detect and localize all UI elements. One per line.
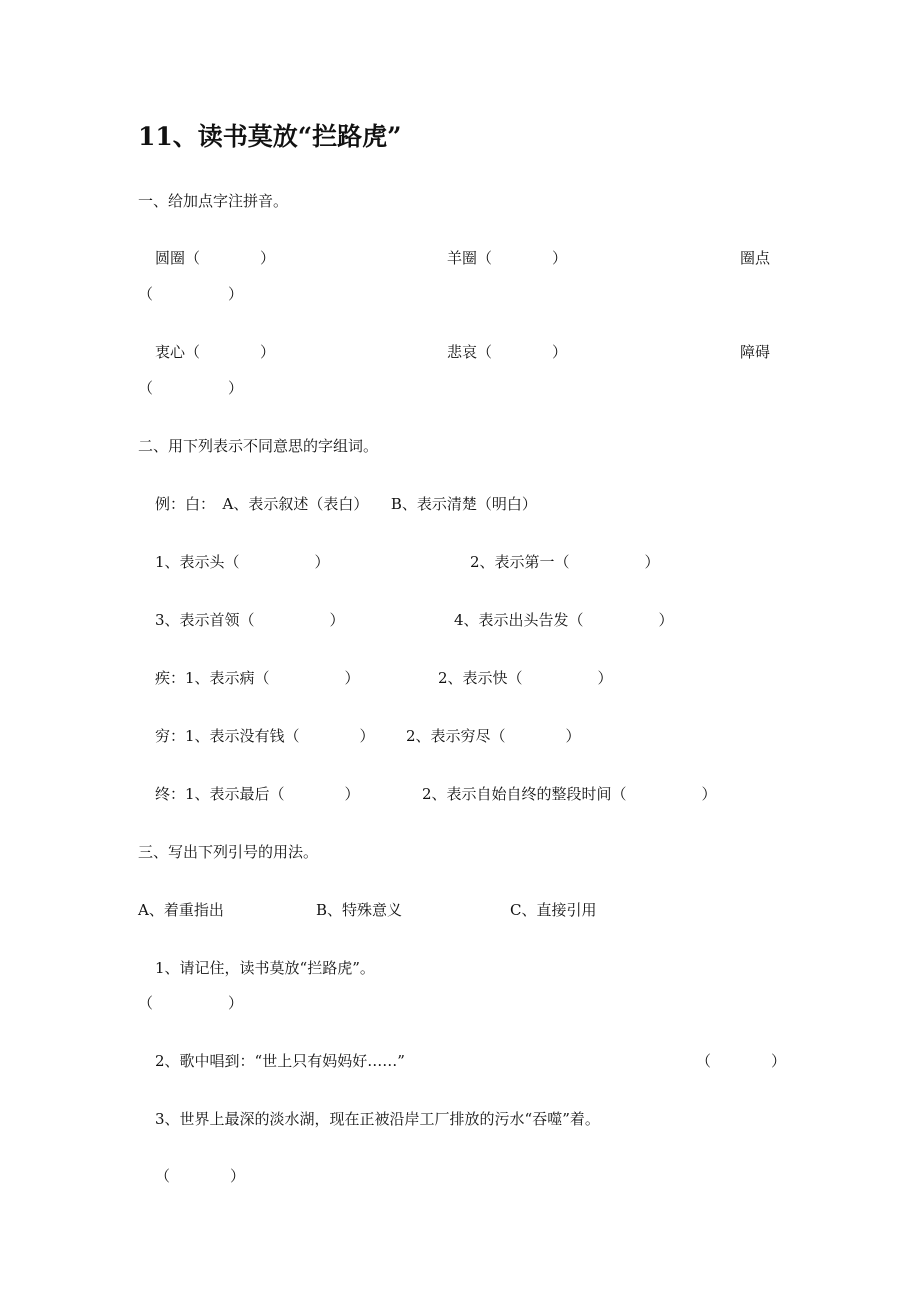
question-1-blank: （ ） [138, 994, 244, 1012]
pinyin-item-zhongxin: 衷心（ ） [155, 343, 276, 361]
word-item: 2、表示第一（ ） [470, 553, 660, 571]
option-b: B、特殊意义 [316, 901, 403, 919]
page-title: 11、读书莫放“拦路虎” [138, 122, 402, 151]
question-1: 1、请记住，读书莫放“拦路虎”。 [155, 959, 375, 977]
option-a: A、着重指出 [138, 901, 224, 919]
section2-heading: 二、用下列表示不同意思的字组词。 [138, 437, 379, 455]
question-3: 3、世界上最深的淡水湖，现在正被沿岸工厂排放的污水“吞噬”着。 [155, 1110, 600, 1128]
pinyin-item-yangjuan: 羊圈（ ） [447, 249, 568, 267]
word-item: 2、表示自始自终的整段时间（ ） [422, 785, 717, 803]
question-2-blank: （ ） [696, 1052, 787, 1070]
option-c: C、直接引用 [510, 901, 597, 919]
question-3-blank: （ ） [155, 1167, 246, 1185]
section1-heading: 一、给加点字注拼音。 [138, 192, 289, 210]
pinyin-item-zhangai: 障碍 [740, 343, 771, 361]
pinyin-item-quandian: 圈点 [740, 249, 771, 267]
word-item: 2、表示快（ ） [438, 669, 613, 687]
pinyin-item-quandian-blank: （ ） [138, 285, 244, 303]
word-item: 1、表示头（ ） [155, 553, 330, 571]
section3-heading: 三、写出下列引号的用法。 [138, 843, 319, 861]
word-item: 2、表示穷尽（ ） [406, 727, 581, 745]
pinyin-item-beiai: 悲哀（ ） [447, 343, 568, 361]
word-item: 终：1、表示最后（ ） [155, 785, 360, 803]
word-item: 4、表示出头告发（ ） [454, 611, 674, 629]
word-item: 疾：1、表示病（ ） [155, 669, 360, 687]
word-item: 穷：1、表示没有钱（ ） [155, 727, 375, 745]
pinyin-item-yuanquan: 圆圈（ ） [155, 249, 276, 267]
pinyin-item-zhangai-blank: （ ） [138, 379, 244, 397]
word-item: 3、表示首领（ ） [155, 611, 345, 629]
question-2: 2、歌中唱到：“世上只有妈妈好……” [155, 1052, 405, 1070]
example-line: 例：白： A、表示叙述（表白） B、表示清楚（明白） [155, 495, 537, 513]
